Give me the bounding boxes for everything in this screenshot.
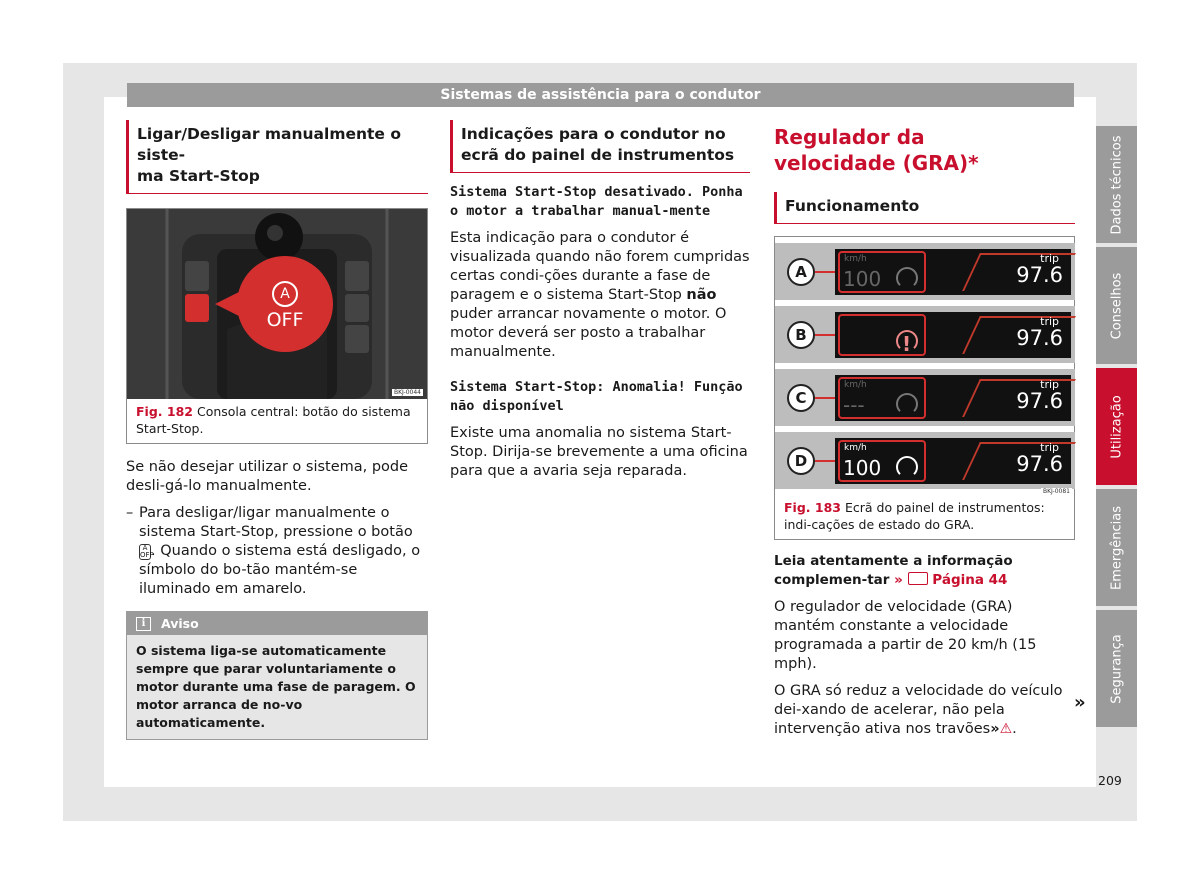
gra-display [838, 377, 926, 419]
instruction-text [139, 504, 428, 599]
speed-unit: km/h [844, 254, 867, 264]
cluster-screen [835, 375, 1071, 421]
figure-number: Fig. 183 [784, 500, 841, 515]
column-start-stop [126, 120, 428, 740]
trip-label: trip [1040, 315, 1059, 328]
instruction-part1: Para desligar/ligar manualmente o sistema Start-Stop, pressione o botão [139, 505, 413, 540]
cluster-screen [835, 249, 1071, 295]
console-photo [127, 209, 427, 399]
book-icon [908, 572, 928, 585]
tab-label: Conselhos [1109, 272, 1124, 339]
cluster-screen [835, 312, 1071, 358]
gra-display [838, 251, 926, 293]
off-button-callout [239, 259, 331, 351]
panel-row-c [775, 369, 1075, 426]
figure-caption-text: Ecrã do painel de instrumentos: indi-cações de estado do GRA. [784, 500, 1045, 532]
set-speed: --- [843, 393, 865, 417]
status-letter: D [787, 447, 815, 475]
speedometer-icon [896, 393, 918, 415]
continue-mark: » [1074, 692, 1086, 713]
notice-text: O sistema liga-se automaticamente sempre que parar voluntariamente o motor durante uma fase de paragem. O motor arranca de no-vo automaticamente. [136, 643, 416, 730]
speedometer-icon [896, 456, 918, 478]
status-letter: A [787, 258, 815, 286]
gra-display [838, 440, 926, 482]
arrow-icon: » [990, 721, 1000, 737]
tab-conselhos[interactable] [1096, 247, 1137, 364]
trip-label: trip [1040, 252, 1059, 265]
trip-label: trip [1040, 378, 1059, 391]
column-gra [774, 120, 1075, 739]
cluster-screen [835, 438, 1071, 484]
panel-row-a [775, 243, 1075, 300]
instruction-step [126, 504, 428, 599]
indication-1-text [450, 229, 750, 362]
tab-label: Utilização [1109, 394, 1124, 459]
warning-icon: ⚠ [999, 721, 1013, 737]
indication-1-title: Sistema Start-Stop desativado. Ponha o motor a trabalhar manual-mente [450, 184, 743, 219]
column-driver-indications [450, 120, 750, 481]
figure-number: Fig. 182 [136, 404, 193, 419]
indications-heading: Indicações para o condutor no ecrã do painel de instrumentos [450, 120, 750, 173]
tab-label: Segurança [1109, 633, 1124, 704]
indication-1-text-bold: não [686, 287, 717, 303]
notice-header [127, 612, 427, 635]
figure-caption [127, 399, 427, 443]
dash-mark: – [126, 505, 134, 521]
start-stop-icon: A [272, 281, 298, 307]
figure-caption [775, 495, 1074, 539]
arrow-icon: » [894, 572, 903, 588]
instrument-panel-images [775, 237, 1074, 495]
panel-row-b [775, 306, 1075, 363]
indication-2-text: Existe uma anomalia no sistema Start-Stop. Dirija-se brevemente a uma oficina para que a avaria seja reparada. [450, 425, 748, 479]
set-speed: 100 [843, 267, 882, 291]
indication-1-text-a: Esta indicação para o condutor é visualizada quando não forem cumpridas certas condi-ções durante a fase de paragem e o sistema Start-Stop [450, 230, 750, 303]
set-speed: 100 [843, 456, 882, 480]
figure-182 [126, 208, 428, 444]
figure-183 [774, 236, 1075, 540]
indication-2-title: Sistema Start-Stop: Anomalia! Função não disponível [450, 379, 743, 414]
tab-label: Emergências [1109, 505, 1124, 590]
gra-para-2-end: . [1012, 721, 1017, 737]
notice-title: Aviso [161, 616, 199, 631]
notice-box [126, 611, 428, 740]
gra-para-2-text: O GRA só reduz a velocidade do veículo dei-xando de acelerar, não pela intervenção ativa nos travões [774, 683, 1063, 737]
read-more-note [774, 552, 1075, 590]
gra-para-2 [774, 682, 1075, 739]
figure-ref-code: BKJ-0081 [1042, 488, 1070, 495]
start-stop-intro: Se não desejar utilizar o sistema, pode desli-gá-lo manualmente. [126, 459, 409, 494]
start-stop-button-icon: A OFF [140, 544, 154, 559]
status-letter: C [787, 384, 815, 412]
page-link-text: Página 44 [932, 572, 1008, 588]
panel-row-d [775, 432, 1075, 489]
figure-caption-text: Consola central: botão do sistema Start-Stop. [136, 404, 411, 436]
trip-label: trip [1040, 441, 1059, 454]
trip-value: 97.6 [1016, 263, 1063, 287]
speed-unit: km/h [844, 443, 867, 453]
trip-value: 97.6 [1016, 389, 1063, 413]
tab-label: Dados técnicos [1109, 134, 1124, 235]
figure-ref-code: BKJ-0044 [393, 389, 421, 396]
speedometer-icon [896, 267, 918, 289]
gra-warning-icon: ! [902, 332, 912, 356]
read-more-text: Leia atentamente a informação complemen-tar [774, 553, 1013, 588]
gra-title: Regulador da velocidade (GRA)* [774, 125, 979, 175]
tab-utilizacao[interactable] [1096, 368, 1137, 485]
read-more-link[interactable] [894, 572, 1007, 588]
funcionamento-heading: Funcionamento [774, 192, 1075, 224]
page-number: 209 [1098, 773, 1122, 788]
gra-display [838, 314, 926, 356]
gra-para-1: O regulador de velocidade (GRA) mantém constante a velocidade programada a partir de 20 km/h (15 mph). [774, 599, 1037, 672]
indication-1-text-b: puder arrancar novamente o motor. O motor deverá ser posto a trabalhar manualmente. [450, 306, 727, 360]
trip-value: 97.6 [1016, 452, 1063, 476]
off-label: OFF [266, 309, 304, 331]
start-stop-heading: Ligar/Desligar manualmente o siste- ma Start-Stop [126, 120, 428, 194]
tab-seguranca[interactable] [1096, 610, 1137, 727]
section-header: Sistemas de assistência para o condutor [127, 83, 1074, 107]
tab-emergencias[interactable] [1096, 489, 1137, 606]
trip-value: 97.6 [1016, 326, 1063, 350]
info-icon: i [136, 617, 151, 631]
tab-dados-tecnicos[interactable] [1096, 126, 1137, 243]
speed-unit: km/h [844, 380, 867, 390]
status-letter: B [787, 321, 815, 349]
instruction-part2: . Quando o sistema está desligado, o símbolo do bo-tão mantém-se iluminado em amarelo. [139, 543, 421, 597]
